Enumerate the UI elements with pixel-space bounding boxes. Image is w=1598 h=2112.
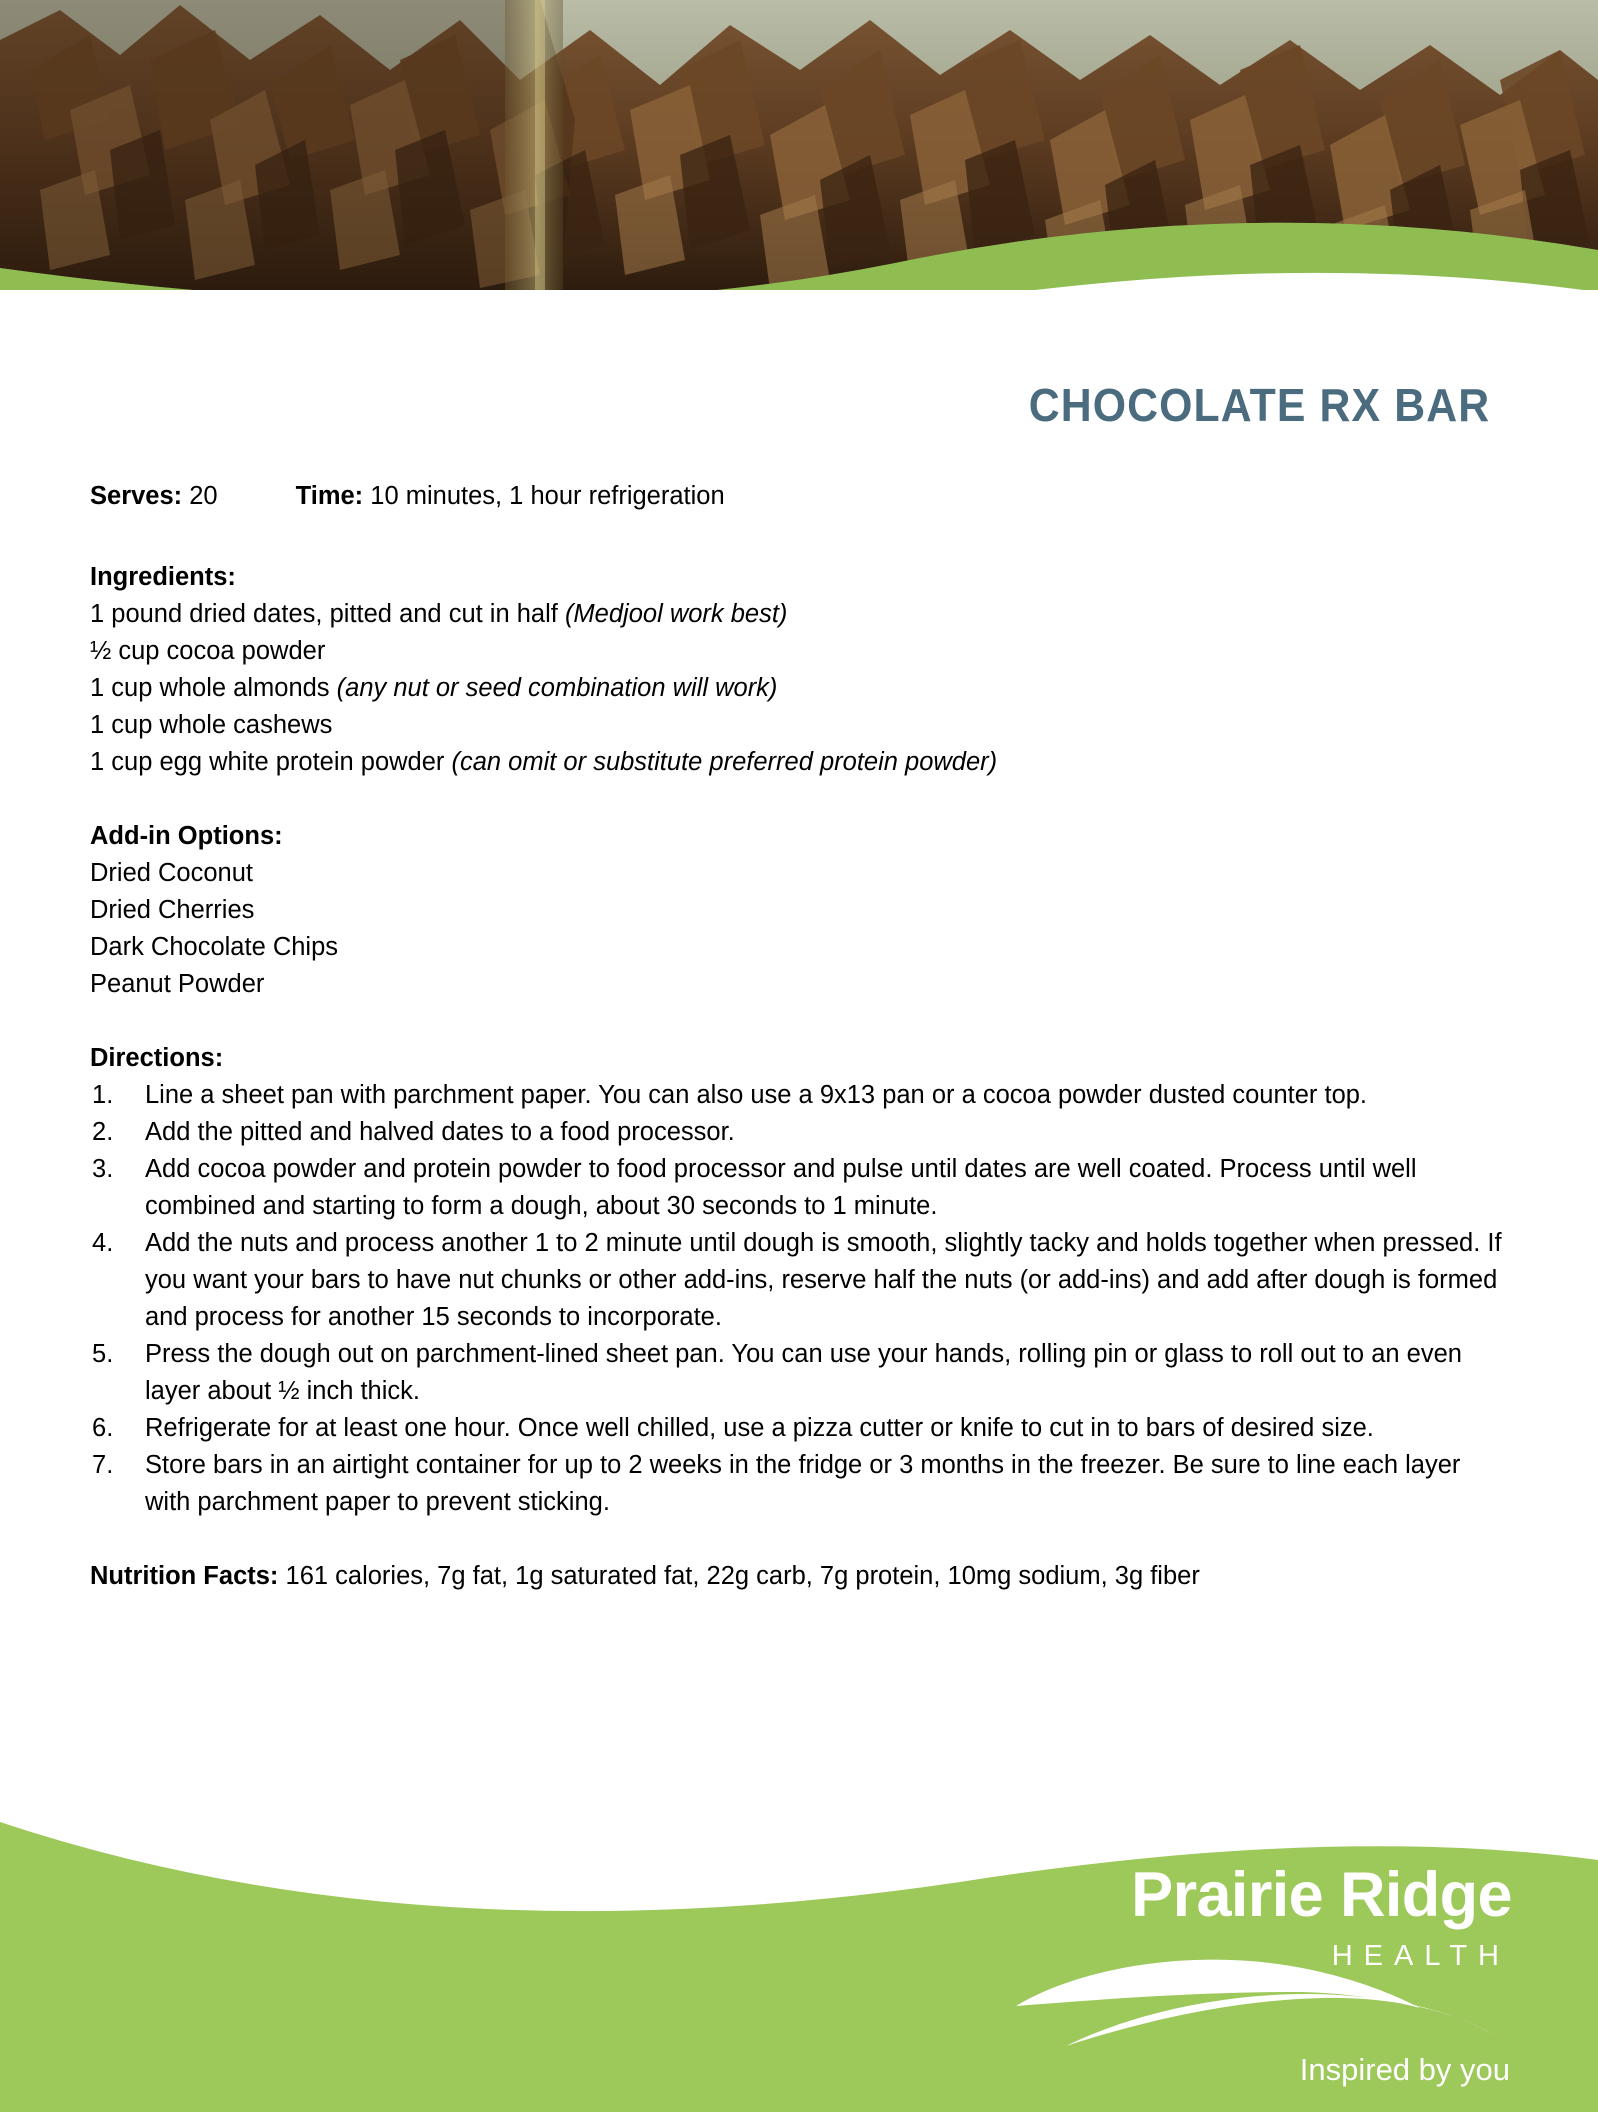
page-title-row xyxy=(0,378,1490,432)
serves-value: 20 xyxy=(189,482,218,510)
recipe-meta xyxy=(90,478,1510,515)
addin-options-section xyxy=(90,818,1510,1003)
ingredient-text: 1 cup whole cashews xyxy=(90,711,333,739)
ingredient-note: (any nut or seed combination will work) xyxy=(336,674,778,702)
ingredients-heading: Ingredients: xyxy=(90,563,236,591)
directions-section xyxy=(90,1040,1510,1521)
ingredients-section xyxy=(90,559,1510,781)
ingredient-item xyxy=(90,596,1510,633)
addin-options-heading: Add-in Options: xyxy=(90,822,283,850)
logo-wordmark: Prairie Ridge xyxy=(1131,1860,1512,1930)
serves-label: Serves: xyxy=(90,482,183,510)
directions-heading: Directions: xyxy=(90,1044,224,1072)
direction-step: Add the pitted and halved dates to a food processor. xyxy=(145,1118,735,1146)
addin-item: Dried Coconut xyxy=(90,859,253,887)
addin-item: Dark Chocolate Chips xyxy=(90,933,339,961)
directions-list xyxy=(90,1077,1510,1521)
direction-step: Add cocoa powder and protein powder to food processor and pulse until dates are well coated. Process until well combined and starting to form a dough, about 30 seconds to 1 minute. xyxy=(145,1155,1417,1220)
ingredient-note: (Medjool work best) xyxy=(564,600,788,628)
prairie-ridge-health-logo xyxy=(1012,1860,1512,2104)
header-wave-divider xyxy=(0,228,1598,368)
direction-step: Add the nuts and process another 1 to 2 minute until dough is smooth, slightly tacky and holds together when pressed. If you want your bars to have nut chunks or other add-ins, reserve half the nuts (or add-ins) and add after dough is formed and process for another 15 seconds to incorporate. xyxy=(145,1229,1502,1331)
logo-tagline: Inspired by you xyxy=(1299,2052,1510,2087)
ingredient-text: 1 pound dried dates, pitted and cut in half xyxy=(90,600,565,628)
ingredient-item xyxy=(90,707,1510,744)
ingredient-item xyxy=(90,670,1510,707)
direction-step: Line a sheet pan with parchment paper. You can also use a 9x13 pan or a cocoa powder dusted counter top. xyxy=(145,1081,1368,1109)
ingredient-item xyxy=(90,744,1510,781)
direction-step: Refrigerate for at least one hour. Once well chilled, use a pizza cutter or knife to cut in to bars of desired size. xyxy=(145,1414,1374,1442)
ingredient-text: ½ cup cocoa powder xyxy=(90,637,326,665)
ingredient-note: (can omit or substitute preferred protein powder) xyxy=(451,748,998,776)
logo-subword: HEALTH xyxy=(1331,1940,1510,1972)
addin-item: Peanut Powder xyxy=(90,970,265,998)
ingredient-item xyxy=(90,633,1510,670)
ingredient-text: 1 cup whole almonds xyxy=(90,674,337,702)
direction-step: Store bars in an airtight container for up to 2 weeks in the fridge or 3 months in the freezer. Be sure to line each layer with parchment paper to prevent sticking. xyxy=(145,1451,1461,1516)
direction-step: Press the dough out on parchment-lined sheet pan. You can use your hands, rolling pin or glass to roll out to an even layer about ½ inch thick. xyxy=(145,1340,1462,1405)
page-title: CHOCOLATE RX BAR xyxy=(1028,379,1490,431)
nutrition-value: 161 calories, 7g fat, 1g saturated fat, 22g carb, 7g protein, 10mg sodium, 3g fiber xyxy=(285,1562,1200,1590)
time-label: Time: xyxy=(295,482,364,510)
nutrition-label: Nutrition Facts: xyxy=(90,1562,279,1590)
page-footer xyxy=(0,1712,1598,2112)
ingredient-text: 1 cup egg white protein powder xyxy=(90,748,452,776)
nutrition-facts xyxy=(90,1558,1510,1595)
time-value: 10 minutes, 1 hour refrigeration xyxy=(370,482,725,510)
addin-item: Dried Cherries xyxy=(90,896,255,924)
recipe-body xyxy=(90,478,1510,1595)
